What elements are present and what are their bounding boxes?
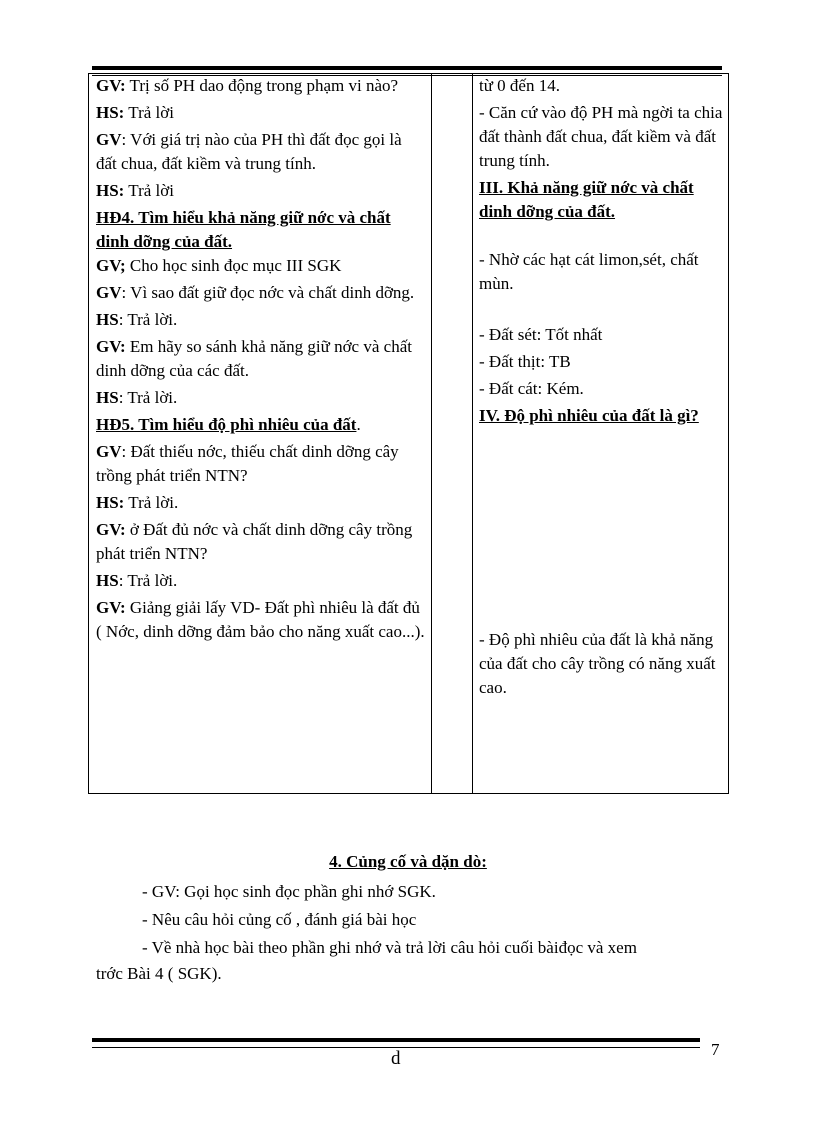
dialogue-line: GV: Trị số PH dao động trong phạm vi nào? — [96, 76, 399, 95]
activity-heading: HĐ4. Tìm hiểu khả năng giữ nớc và chất dinh dỡng của đất. — [96, 208, 391, 251]
dialogue-line: HS: Trả lời — [96, 181, 174, 200]
dialogue-line: HS: Trả lời — [96, 103, 174, 122]
content-column — [479, 74, 724, 703]
activity-heading: HĐ5. Tìm hiểu độ phì nhiêu của đất. — [96, 415, 361, 434]
summary-line: - Về nhà học bài theo phần ghi nhớ và trả lời câu hỏi cuối bàiđọc và xem — [142, 938, 637, 957]
dialogue-line: GV: Giảng giải lấy VD- Đất phì nhiêu là đất đủ ( Nớc, dinh dỡng đảm bảo cho năng xuất cao...). — [96, 598, 425, 641]
dialogue-line: HS: Trả lời. — [96, 493, 179, 512]
summary-line: - GV: Gọi học sinh đọc phần ghi nhớ SGK. — [142, 882, 436, 901]
content-line: từ 0 đến 14. — [479, 76, 560, 95]
dialogue-line: GV: Em hãy so sánh khả năng giữ nớc và chất dinh dỡng của các đất. — [96, 337, 412, 380]
column-divider — [431, 74, 432, 793]
dialogue-line: GV: Đất thiếu nớc, thiếu chất dinh dỡng cây trồng phát triển NTN? — [96, 442, 399, 485]
dialogue-line: GV; Cho học sinh đọc mục III SGK — [96, 256, 342, 275]
bottom-rule — [92, 1038, 700, 1048]
summary-title: 4. Củng cố và dặn dò: — [329, 852, 487, 871]
dialogue-line: GV: ở Đất đủ nớc và chất dinh dỡng cây trồng phát triển NTN? — [96, 520, 413, 563]
dialogue-line: HS: Trả lời. — [96, 388, 178, 407]
content-line: - Đất cát: Kém. — [479, 379, 584, 398]
content-line: - Đất sét: Tốt nhất — [479, 325, 603, 344]
summary-line: - Nêu câu hỏi củng cố , đánh giá bài học — [142, 910, 417, 929]
teacher-activity-column — [96, 74, 426, 647]
dialogue-line: HS: Trả lời. — [96, 571, 178, 590]
dialogue-line: GV: Với giá trị nào của PH thì đất đọc gọi là đất chua, đất kiềm và trung tính. — [96, 130, 402, 173]
dialogue-line: GV: Vì sao đất giữ đọc nớc và chất dinh dỡng. — [96, 283, 415, 302]
section-heading: III. Khả năng giữ nớc và chất dinh dỡng của đất. — [479, 178, 694, 221]
footer-mark: d — [391, 1048, 401, 1069]
content-line: - Đất thịt: TB — [479, 352, 571, 371]
summary-line: trớc Bài 4 ( SGK). — [96, 964, 222, 983]
dialogue-line: HS: Trả lời. — [96, 310, 178, 329]
lesson-table — [88, 73, 729, 794]
content-line: - Nhờ các hạt cát limon,sét, chất mùn. — [479, 250, 699, 293]
content-line: - Độ phì nhiêu của đất là khả năng của đất cho cây trồng có năng xuất cao. — [479, 630, 716, 697]
content-line: - Căn cứ vào độ PH mà ngời ta chia đất thành đất chua, đất kiềm và đất trung tính. — [479, 103, 723, 170]
page-number: 7 — [711, 1040, 720, 1059]
column-divider — [472, 74, 473, 793]
section-heading: IV. Độ phì nhiêu của đất là gì? — [479, 406, 699, 425]
